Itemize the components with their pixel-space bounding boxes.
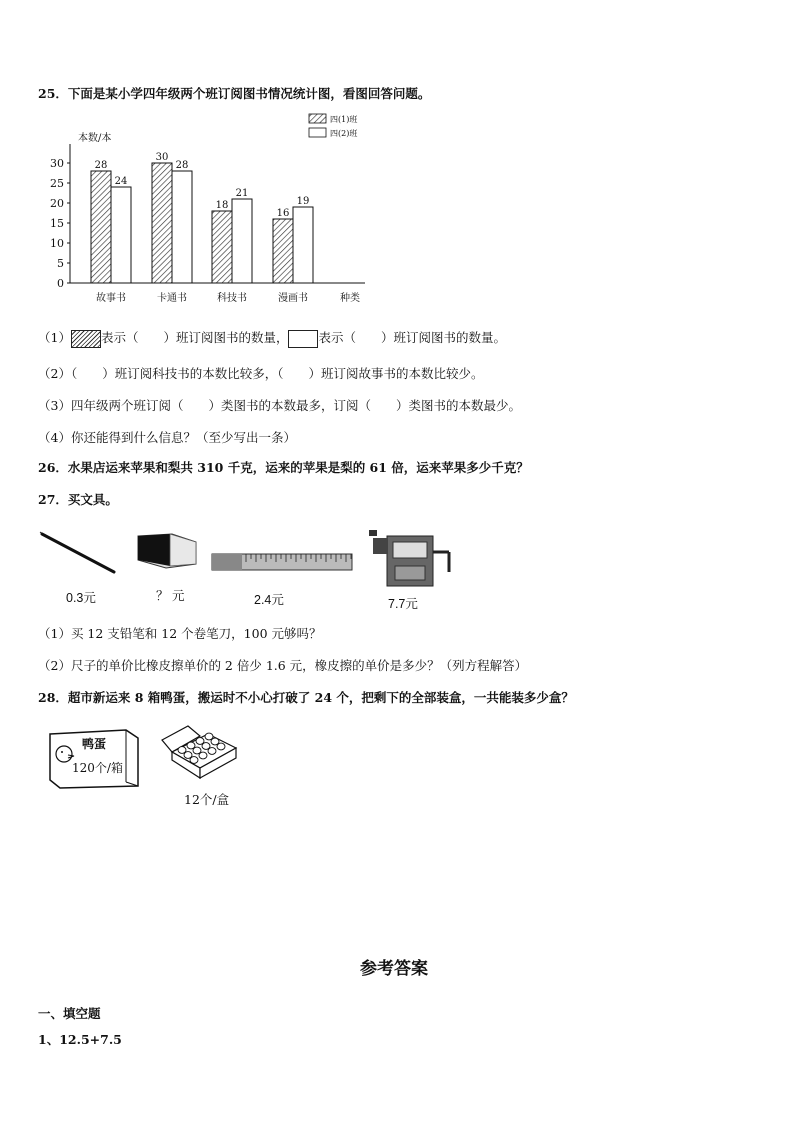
bar [273, 219, 293, 283]
eraser-icon [132, 528, 202, 572]
y-tick-label: 30 [50, 157, 64, 170]
q25-sub1 [38, 328, 506, 348]
bar-value-label: 30 [155, 152, 169, 163]
bar-value-label: 28 [175, 160, 189, 171]
sharpener-price: 7.7元 [388, 597, 418, 611]
x-tick-label: 故事书 [96, 293, 126, 304]
q25-sub4: （4）你还能得到什么信息？（至少写出一条） [38, 430, 296, 445]
y-tick-label: 0 [57, 277, 64, 290]
bar-value-label: 24 [114, 176, 128, 187]
egg [190, 757, 198, 764]
eraser-price: ？ 元 [156, 589, 185, 603]
y-tick-label: 25 [50, 177, 64, 190]
y-tick-label: 15 [50, 217, 64, 230]
q25-sub1-mid: 表示（ ）班订阅图书的数量， [100, 330, 289, 345]
q25-sub3: （3）四年级两个班订阅（ ）类图书的本数最多，订阅（ ）类图书的本数最少。 [38, 398, 521, 413]
bar-value-label: 21 [235, 188, 249, 199]
answers-section-title: 一、填空题 [38, 1006, 101, 1021]
ruler-icon [210, 548, 355, 578]
ruler-price: 2.4元 [254, 593, 284, 607]
x-tick-label: 漫画书 [278, 293, 308, 304]
bar [232, 199, 252, 283]
q27-title: 27．买文具。 [38, 492, 118, 507]
hatched-legend-icon [71, 330, 101, 348]
q27-sub1: （1）买 12 支铅笔和 12 个卷笔刀，100 元够吗？ [38, 626, 322, 641]
egg-box-title: 鸭蛋 [82, 737, 107, 751]
egg-box-label: 120个/箱 [72, 761, 123, 775]
egg-carton-icon [158, 722, 240, 786]
legend-label: 四(1)班 [330, 115, 358, 124]
y-tick-label: 20 [50, 197, 64, 210]
bar [172, 171, 192, 283]
pencil-icon [38, 528, 120, 578]
bar [293, 207, 313, 283]
bar-value-label: 28 [94, 160, 108, 171]
x-tick-label: 科技书 [217, 293, 247, 304]
legend-swatch [309, 114, 326, 123]
sharpener-icon [365, 522, 455, 590]
egg [208, 748, 216, 755]
bar-value-label: 19 [296, 196, 310, 207]
y-tick-label: 5 [57, 257, 64, 270]
bar-value-label: 18 [215, 200, 229, 211]
legend-swatch [309, 128, 326, 137]
q25-sub1-end: 表示（ ）班订阅图书的数量。 [318, 330, 506, 345]
bar [152, 163, 172, 283]
q28-text: 28．超市新运来 8 箱鸭蛋，搬运时不小心打破了 24 个，把剩下的全部装盒，一共能装多少盒？ [38, 690, 574, 705]
egg [199, 752, 207, 759]
pencil-price: 0.3元 [66, 591, 96, 605]
bar [91, 171, 111, 283]
bar-value-label: 16 [276, 208, 290, 219]
x-axis-label: 种类 [340, 293, 360, 304]
q27-sub2: （2）尺子的单价比橡皮擦单价的 2 倍少 1.6 元，橡皮擦的单价是多少？（列方程解答） [38, 658, 528, 673]
answers-heading: 参考答案 [360, 959, 428, 979]
bar [111, 187, 131, 283]
y-axis-label: 本数/本 [78, 133, 112, 144]
egg [217, 743, 225, 750]
q25-bar-chart [40, 108, 380, 308]
q26-text: 26．水果店运来苹果和梨共 310 千克，运来的苹果是梨的 61 倍，运来苹果多少千克？ [38, 460, 529, 475]
egg-box-icon [46, 724, 142, 792]
q25-sub1-prefix: （1） [38, 330, 71, 345]
q25-title: 25．下面是某小学四年级两个班订阅图书情况统计图，看图回答问题。 [38, 86, 431, 101]
x-tick-label: 卡通书 [157, 293, 187, 304]
answer-1: 1、12.5+7.5 [38, 1032, 122, 1047]
y-tick-label: 10 [50, 237, 64, 250]
q25-sub2: （2）（ ）班订阅科技书的本数比较多，（ ）班订阅故事书的本数比较少。 [38, 366, 484, 381]
blank-legend-icon [288, 330, 318, 348]
bar [212, 211, 232, 283]
legend-label: 四(2)班 [330, 129, 358, 138]
egg-carton-label: 12个/盒 [184, 792, 230, 807]
